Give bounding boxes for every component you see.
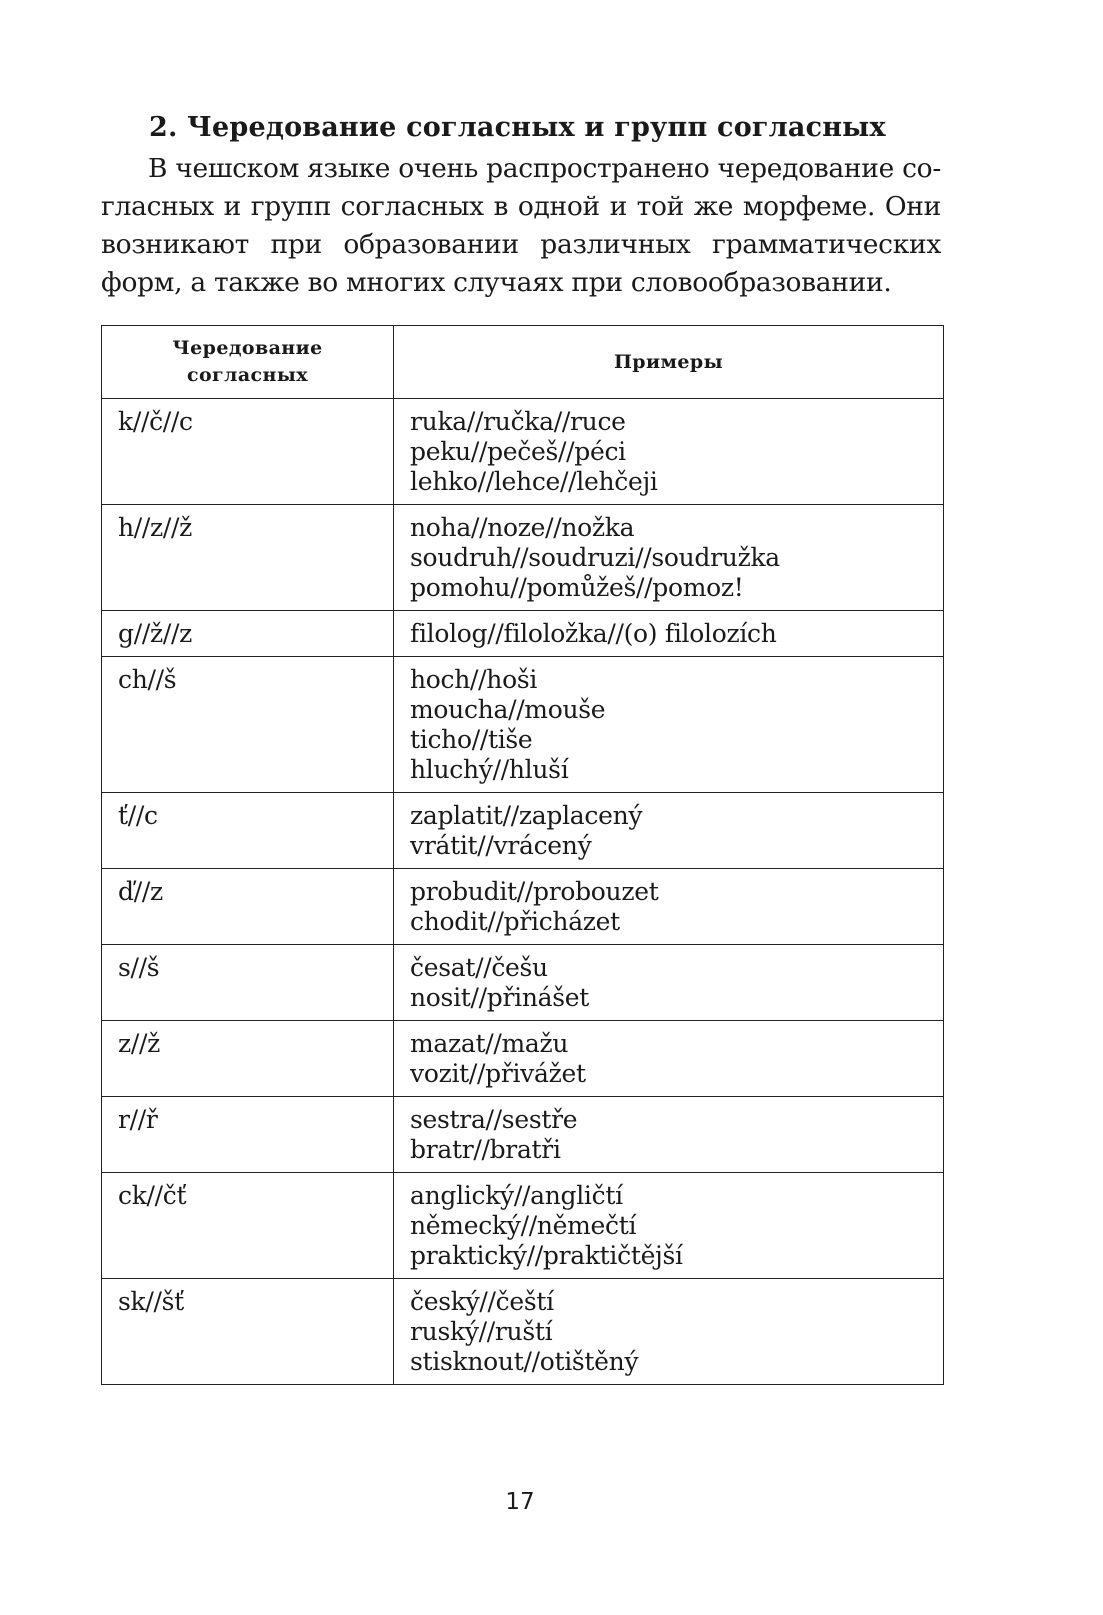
table-row — [102, 505, 944, 611]
table-row — [102, 793, 944, 869]
examples-cell — [394, 945, 944, 1021]
example-word-pair: moucha//mouše — [410, 695, 606, 724]
example-word-pair: německý//němečtí — [410, 1211, 637, 1240]
example-word-pair: sestra//sestře — [410, 1105, 578, 1134]
table-row — [102, 869, 944, 945]
table-row — [102, 1021, 944, 1097]
example-word-pair: praktický//praktičtější — [410, 1241, 683, 1270]
example-word-pair: probudit//probouzet — [410, 877, 659, 906]
example-word-pair: stisknout//otištěný — [410, 1347, 639, 1376]
alternation-cell: g//ž//z — [102, 611, 394, 657]
examples-cell — [394, 399, 944, 505]
example-word-pair: vozit//přivážet — [410, 1059, 586, 1088]
example-word-pair: zaplatit//zaplacený — [410, 801, 643, 830]
intro-paragraph — [101, 150, 941, 302]
example-word-pair: mazat//mažu — [410, 1029, 569, 1058]
example-word-pair: vrátit//vrácený — [410, 831, 592, 860]
example-word-pair: hoch//hoši — [410, 665, 538, 694]
table-row — [102, 945, 944, 1021]
example-word-pair: filolog//filoložka//(o) filolozích — [410, 619, 777, 648]
examples-cell — [394, 1173, 944, 1279]
alternation-cell: ď//z — [102, 869, 394, 945]
table-row — [102, 399, 944, 505]
alternation-cell: ck//čť — [102, 1173, 394, 1279]
examples-cell — [394, 1097, 944, 1173]
example-word-pair: ticho//tiše — [410, 725, 533, 754]
example-word-pair: chodit//přicházet — [410, 907, 620, 936]
header-examples: Примеры — [394, 326, 944, 399]
examples-cell — [394, 793, 944, 869]
example-word-pair: peku//pečeš//péci — [410, 437, 626, 466]
example-word-pair: bratr//bratři — [410, 1135, 561, 1164]
header-alternation-line2: согласных — [186, 364, 309, 386]
section-heading: 2. Чередование согласных и групп согласных — [149, 112, 886, 143]
examples-cell — [394, 869, 944, 945]
alternation-cell: r//ř — [102, 1097, 394, 1173]
intro-line: В чешском языке очень распространено чередование со- — [148, 153, 941, 184]
table-row — [102, 611, 944, 657]
table-row — [102, 657, 944, 793]
examples-cell — [394, 657, 944, 793]
example-word-pair: český//čeští — [410, 1287, 554, 1316]
page-number: 17 — [505, 1489, 535, 1515]
alternation-cell: z//ž — [102, 1021, 394, 1097]
example-word-pair: česat//češu — [410, 953, 548, 982]
examples-cell — [394, 1279, 944, 1385]
alternation-cell: h//z//ž — [102, 505, 394, 611]
table-row — [102, 1279, 944, 1385]
example-word-pair: nosit//přinášet — [410, 983, 589, 1012]
example-word-pair: lehko//lehce//lehčeji — [410, 467, 658, 496]
alternation-cell: sk//šť — [102, 1279, 394, 1385]
alternation-cell: s//š — [102, 945, 394, 1021]
examples-cell — [394, 1021, 944, 1097]
alternation-table — [101, 325, 944, 1385]
table-header-row — [102, 326, 944, 399]
example-word-pair: anglický//angličtí — [410, 1181, 623, 1210]
examples-cell — [394, 611, 944, 657]
alternation-cell: k//č//c — [102, 399, 394, 505]
intro-line: гласных и групп согласных в одной и той же морфеме. Они — [101, 191, 941, 222]
intro-line: возникают при образовании различных грамматических — [101, 229, 941, 260]
intro-line: форм, а также во многих случаях при словообразовании. — [101, 267, 892, 298]
example-word-pair: noha//noze//nožka — [410, 513, 635, 542]
example-word-pair: soudruh//soudruzi//soudružka — [410, 543, 780, 572]
example-word-pair: ruský//ruští — [410, 1317, 553, 1346]
table-row — [102, 1097, 944, 1173]
table-body — [102, 399, 944, 1385]
header-alternation-line1: Чередование — [172, 337, 323, 359]
header-alternation — [102, 326, 394, 399]
example-word-pair: hluchý//hluší — [410, 755, 569, 784]
alternation-cell: ť//c — [102, 793, 394, 869]
alternation-cell: ch//š — [102, 657, 394, 793]
example-word-pair: pomohu//pomůžeš//pomoz! — [410, 573, 744, 602]
example-word-pair: ruka//ručka//ruce — [410, 407, 626, 436]
examples-cell — [394, 505, 944, 611]
table-row — [102, 1173, 944, 1279]
